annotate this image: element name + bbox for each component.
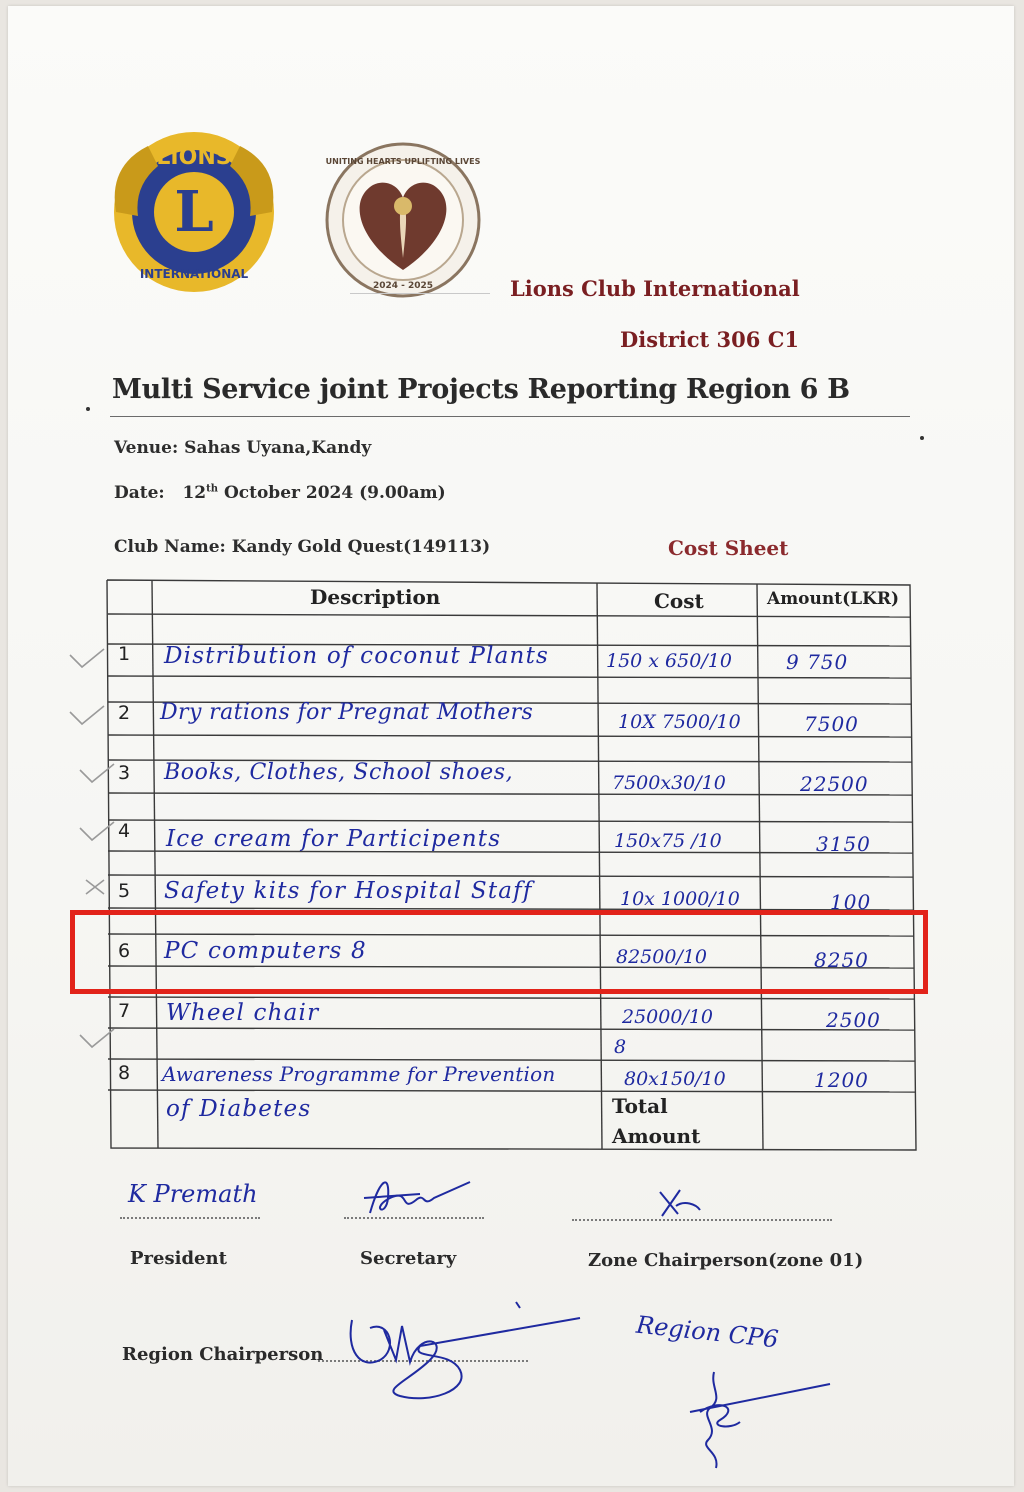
total-label-line1: Total	[612, 1094, 668, 1118]
row-amount: 100	[830, 890, 872, 914]
row-description: Safety kits for Hospital Staff	[164, 878, 533, 904]
zone-chairperson-signature	[640, 1182, 720, 1222]
total-amount-label	[612, 1091, 700, 1151]
region-cp-note: Region CP6	[634, 1310, 780, 1354]
row-cost: 82500/10	[616, 946, 708, 968]
row-number: 7	[118, 1000, 131, 1022]
column-header-cost: Cost	[654, 589, 704, 613]
date-prefix: Date:	[114, 483, 165, 503]
highlight-box	[70, 910, 928, 994]
seal-text: UNITING HEARTS UPLIFTING LIVES	[325, 157, 481, 166]
president-signature: K Premath	[128, 1180, 258, 1208]
column-header-description: Description	[310, 585, 441, 609]
club-name-line: Club Name: Kandy Gold Quest(149113)	[114, 537, 491, 557]
region-cp-signature	[680, 1368, 850, 1478]
column-header-amount: Amount(LKR)	[767, 589, 900, 609]
row-cost: 10x 1000/10	[620, 888, 740, 910]
seal-years: 2024 - 2025	[372, 281, 434, 291]
lions-logo-bottom-text: INTERNATIONAL	[139, 267, 249, 281]
row-description: Distribution of coconut Plants	[164, 643, 550, 669]
report-title: Multi Service joint Projects Reporting Region 6 B	[112, 374, 850, 405]
row-description: Awareness Programme for Prevention	[162, 1062, 556, 1086]
row-number: 5	[118, 880, 131, 902]
organization-name: Lions Club International	[510, 276, 800, 301]
date-rest: October 2024 (9.00am)	[223, 483, 446, 503]
venue-line: Venue: Sahas Uyana,Kandy	[114, 438, 372, 458]
row-number: 2	[118, 702, 131, 724]
row-number: 1	[118, 643, 131, 665]
district-name: District 306 C1	[620, 327, 800, 352]
row-number: 6	[118, 940, 131, 962]
lions-logo-top-text: LIONS	[156, 145, 232, 170]
president-label: President	[130, 1248, 227, 1269]
president-signature-line	[120, 1217, 260, 1219]
row-cost-extra: 8	[614, 1036, 627, 1058]
row-description: Books, Clothes, School shoes,	[164, 760, 514, 785]
row-number: 8	[118, 1062, 131, 1084]
row-amount: 2500	[826, 1008, 881, 1032]
date-day: 12	[182, 483, 207, 503]
row-amount: 22500	[800, 772, 869, 796]
row-cost: 150 x 650/10	[606, 650, 732, 672]
row-cost: 7500x30/10	[612, 772, 726, 794]
row-cost: 150x75 /10	[614, 830, 722, 852]
row-description: Dry rations for Pregnat Mothers	[160, 700, 534, 725]
row-cost: 10X 7500/10	[618, 711, 741, 733]
row-cost: 25000/10	[622, 1006, 714, 1028]
row-number: 3	[118, 762, 131, 784]
row-number: 4	[118, 820, 131, 842]
secretary-label: Secretary	[360, 1248, 457, 1269]
secretary-signature	[350, 1168, 480, 1228]
date-suffix: th	[206, 483, 219, 495]
row-amount: 7500	[804, 712, 859, 736]
row-amount: 1200	[814, 1068, 869, 1092]
total-label-line2: Amount	[612, 1124, 701, 1148]
row-cost: 80x150/10	[624, 1068, 726, 1090]
region-chairperson-label: Region Chairperson	[122, 1344, 324, 1365]
region-chairperson-signature	[340, 1300, 600, 1410]
lions-logo-letter: L	[174, 179, 214, 245]
row-amount: 3150	[816, 832, 871, 856]
row-description-continuation: of Diabetes	[166, 1096, 312, 1122]
row-description: PC computers 8	[164, 938, 367, 964]
zone-chairperson-label: Zone Chairperson(zone 01)	[588, 1250, 864, 1271]
row-description: Wheel chair	[166, 1000, 320, 1026]
row-amount: 9 750	[786, 650, 849, 674]
row-amount: 8250	[814, 948, 869, 972]
row-description: Ice cream for Participents	[166, 826, 502, 852]
sheet-title: Cost Sheet	[668, 536, 789, 560]
